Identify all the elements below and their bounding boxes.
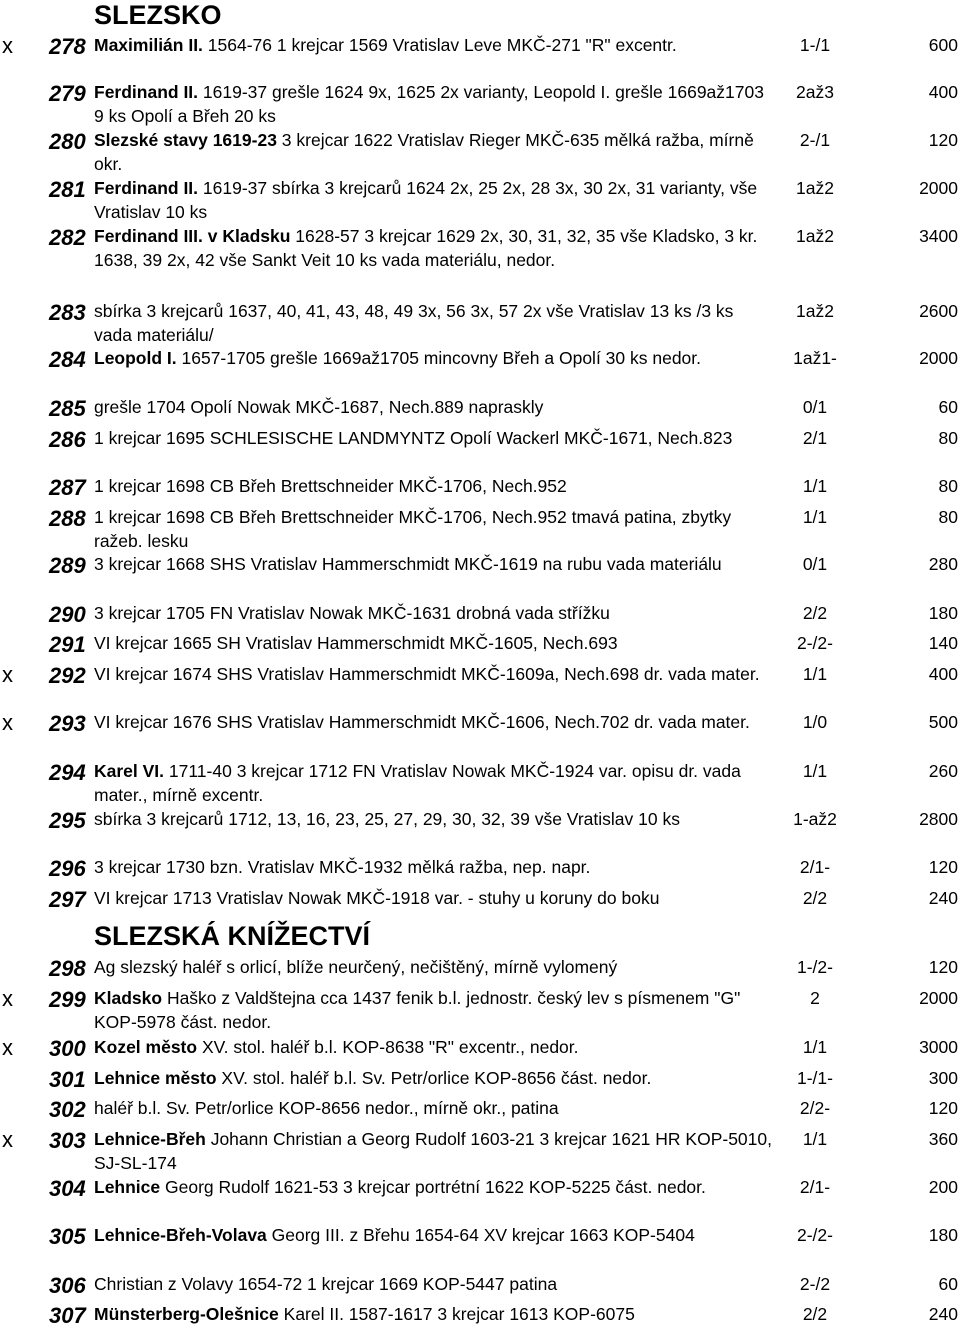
lot-number: 282 [49,225,86,250]
lot-ruler: Lehnice [94,1177,161,1197]
lot-grade: 0/1 [802,397,828,417]
lot-text: XV. stol. haléř b.l. Sv. Petr/orlice KOP-8656 část. nedor. [216,1068,652,1088]
lot-text: 1564-76 1 krejcar 1569 Vratislav Leve MKČ-271 "R" excentr. [202,35,677,55]
lot-text: XV. stol. haléř b.l. KOP-8638 "R" excentr., nedor. [197,1037,579,1057]
lot-ruler: Ferdinand III. v Kladsku [94,226,291,246]
lot-number: 298 [49,956,86,981]
lot-text: VI krejcar 1674 SHS Vratislav Hammerschmidt MKČ-1609a, Nech.698 dr. vada mater. [94,664,760,684]
lot-grade: 2až3 [796,82,834,102]
lot-grade: 1-/1 [799,35,831,55]
lot-text: 1619-37 grešle 1624 9x, 1625 2x varianty, Leopold I. grešle 1669až1703 9 ks Opolí a Břeh 20 ks [94,82,764,126]
lot-description [94,34,774,58]
lot-description [94,856,774,880]
lot-text: Georg Rudolf 1621-53 3 krejcar portrétní 1622 KOP-5225 část. nedor. [160,1177,706,1197]
lot-description [94,808,774,832]
lot-price: 400 [928,82,958,102]
lot-description [94,475,774,499]
lot-grade: 1/0 [802,712,828,732]
lot-grade: 2/2 [802,1304,828,1324]
lot-price: 2000 [919,178,958,198]
lot-grade: 1/1 [802,664,828,684]
lot-grade: 1až2 [796,301,834,321]
lot-description [94,760,774,807]
lot-number: 301 [49,1067,86,1092]
lot-number: 299 [49,987,86,1012]
lot-description [94,1128,774,1175]
lot-ruler: Münsterberg-Olešnice [94,1304,279,1324]
lot-number: 281 [49,177,86,202]
lot-description [94,663,774,687]
lot-ruler: Lehnice-Břeh-Volava [94,1225,267,1245]
lot-number: 291 [49,632,86,657]
lot-price: 120 [928,1098,958,1118]
lot-number: 278 [49,34,86,59]
lot-grade: 1/1 [802,476,828,496]
lot-grade: 1/1 [802,1037,828,1057]
lot-description [94,956,774,980]
lot-description [94,81,774,128]
lot-description [94,300,774,347]
lot-mark: x [2,1127,13,1152]
lot-grade: 1až2 [796,178,834,198]
lot-description [94,632,774,656]
lot-number: 279 [49,81,86,106]
lot-ruler: Karel VI. [94,761,165,781]
lot-price: 180 [928,1225,958,1245]
lot-description [94,177,774,224]
lot-number: 284 [49,347,86,372]
lot-price: 180 [928,603,958,623]
lot-text: 1 krejcar 1695 SCHLESISCHE LANDMYNTZ Opolí Wackerl MKČ-1671, Nech.823 [94,428,733,448]
lot-grade: 1/1 [802,1129,828,1149]
lot-price: 3400 [919,226,958,246]
lot-ruler: Lehnice-Břeh [94,1129,206,1149]
lot-grade: 2/1- [799,857,831,877]
lot-description [94,1303,774,1327]
lot-text: VI krejcar 1665 SH Vratislav Hammerschmidt MKČ-1605, Nech.693 [94,633,618,653]
lot-ruler: Maximilián II. [94,35,203,55]
lot-mark: x [2,986,13,1011]
lot-ruler: Ferdinand II. [94,178,199,198]
lot-number: 292 [49,663,86,688]
section-heading-slezsko: SLEZSKO [94,0,222,30]
lot-description [94,711,774,735]
lot-number: 305 [49,1224,86,1249]
lot-price: 2600 [919,301,958,321]
lot-text: grešle 1704 Opolí Nowak MKČ-1687, Nech.889 napraskly [94,397,544,417]
lot-text: 1 krejcar 1698 CB Břeh Brettschneider MKČ-1706, Nech.952 [94,476,567,496]
lot-description [94,1067,774,1091]
lot-grade: 2-/2- [797,1225,833,1245]
lot-text: Johann Christian a Georg Rudolf 1603-21 3 krejcar 1621 HR KOP-5010, SJ-SL-174 [94,1129,772,1173]
lot-text: Ag slezský haléř s orlicí, blíže neurčený, nečištěný, mírně vylomený [94,957,618,977]
lot-description [94,1097,774,1121]
lot-price: 2000 [919,348,958,368]
lot-description [94,129,774,176]
lot-number: 302 [49,1097,86,1122]
lot-grade: 1až2 [796,226,834,246]
lot-grade: 1-/1- [797,1068,833,1088]
lot-description [94,427,774,451]
lot-price: 60 [938,397,958,417]
lot-text: 1711-40 3 krejcar 1712 FN Vratislav Nowak MKČ-1924 var. opisu dr. vada mater., mírně excentr. [94,761,741,805]
lot-description [94,1176,774,1200]
lot-description [94,506,774,553]
lot-text: 3 krejcar 1730 bzn. Vratislav MKČ-1932 mělká ražba, nep. napr. [94,857,591,877]
lot-number: 296 [49,856,86,881]
lot-mark: x [2,662,13,687]
lot-price: 280 [928,554,958,574]
lot-text: sbírka 3 krejcarů 1712, 13, 16, 23, 25, 27, 29, 30, 32, 39 vše Vratislav 10 ks [94,809,680,829]
lot-number: 283 [49,300,86,325]
lot-number: 304 [49,1176,86,1201]
lot-number: 285 [49,396,86,421]
lot-price: 240 [928,1304,958,1324]
lot-grade: 0/1 [802,554,828,574]
lot-number: 293 [49,711,86,736]
lot-price: 240 [928,888,958,908]
lot-grade: 2/1 [802,428,828,448]
lot-price: 80 [938,476,958,496]
lot-grade: 2 [810,988,820,1008]
lot-price: 60 [938,1274,958,1294]
lot-text: VI krejcar 1713 Vratislav Nowak MKČ-1918 var. - stuhy u koruny do boku [94,888,660,908]
lot-text: haléř b.l. Sv. Petr/orlice KOP-8656 nedor., mírně okr., patina [94,1098,559,1118]
lot-text: 1619-37 sbírka 3 krejcarů 1624 2x, 25 2x, 28 3x, 30 2x, 31 varianty, vše Vratislav 10 ks [94,178,758,222]
lot-number: 295 [49,808,86,833]
lot-price: 120 [928,857,958,877]
lot-number: 307 [49,1303,86,1328]
lot-grade: 2/2 [802,603,828,623]
lot-text: Karel II. 1587-1617 3 krejcar 1613 KOP-6075 [278,1304,635,1324]
lot-mark: x [2,710,13,735]
lot-price: 120 [928,957,958,977]
lot-ruler: Lehnice město [94,1068,217,1088]
lot-description [94,987,774,1034]
lot-grade: 2-/2 [799,1274,831,1294]
lot-grade: 2/2- [799,1098,831,1118]
lot-price: 400 [928,664,958,684]
lot-description [94,1273,774,1297]
lot-ruler: Slezské stavy 1619-23 [94,130,277,150]
lot-price: 80 [938,428,958,448]
section-heading-slezska-knizectvi: SLEZSKÁ KNÍŽECTVÍ [94,921,371,951]
lot-grade: 2-/1 [799,130,831,150]
lot-mark: x [2,33,13,58]
lot-price: 140 [928,633,958,653]
lot-number: 287 [49,475,86,500]
lot-grade: 2/2 [802,888,828,908]
lot-ruler: Kladsko [94,988,163,1008]
lot-price: 120 [928,130,958,150]
lot-ruler: Kozel město [94,1037,198,1057]
lot-price: 600 [928,35,958,55]
lot-number: 294 [49,760,86,785]
lot-grade: 2/1- [799,1177,831,1197]
lot-text: Georg III. z Břehu 1654-64 XV krejcar 1663 KOP-5404 [266,1225,695,1245]
lot-text: 1628-57 3 krejcar 1629 2x, 30, 31, 32, 35 vše Kladsko, 3 kr. 1638, 39 2x, 42 vše Sankt Veit 10 ks vada materiálu, nedor. [94,226,758,270]
lot-description [94,553,774,577]
lot-price: 200 [928,1177,958,1197]
lot-description [94,1036,774,1060]
lot-ruler: Ferdinand II. [94,82,199,102]
lot-price: 2000 [919,988,958,1008]
lot-number: 288 [49,506,86,531]
lot-number: 303 [49,1128,86,1153]
lot-grade: 1-až2 [793,809,837,829]
lot-text: 3 krejcar 1622 Vratislav Rieger MKČ-635 mělká ražba, mírně okr. [94,130,754,174]
lot-mark: x [2,1035,13,1060]
lot-grade: 1/1 [802,507,828,527]
lot-grade: 1-/2- [797,957,833,977]
lot-number: 289 [49,553,86,578]
lot-description [94,396,774,420]
lot-text: sbírka 3 krejcarů 1637, 40, 41, 43, 48, 49 3x, 56 3x, 57 2x vše Vratislav 13 ks /3 ks vada materiálu/ [94,301,734,345]
lot-description [94,1224,774,1248]
lot-number: 306 [49,1273,86,1298]
lot-description [94,347,774,371]
lot-number: 280 [49,129,86,154]
lot-text: 1 krejcar 1698 CB Břeh Brettschneider MKČ-1706, Nech.952 tmavá patina, zbytky ražeb. lesku [94,507,732,551]
lot-price: 3000 [919,1037,958,1057]
lot-price: 500 [928,712,958,732]
lot-number: 300 [49,1036,86,1061]
lot-number: 290 [49,602,86,627]
lot-grade: 1/1 [802,761,828,781]
lot-number: 297 [49,887,86,912]
lot-text: 1657-1705 grešle 1669až1705 mincovny Břeh a Opolí 30 ks nedor. [176,348,702,368]
lot-grade: 2-/2- [797,633,833,653]
lot-text: Christian z Volavy 1654-72 1 krejcar 1669 KOP-5447 patina [94,1274,558,1294]
lot-price: 300 [928,1068,958,1088]
lot-description [94,887,774,911]
lot-grade: 1až1- [793,348,837,368]
lot-text: 3 krejcar 1705 FN Vratislav Nowak MKČ-1631 drobná vada střížku [94,603,610,623]
lot-text: 3 krejcar 1668 SHS Vratislav Hammerschmidt MKČ-1619 na rubu vada materiálu [94,554,722,574]
lot-price: 2800 [919,809,958,829]
lot-price: 260 [928,761,958,781]
lot-ruler: Leopold I. [94,348,177,368]
lot-description [94,602,774,626]
lot-text: VI krejcar 1676 SHS Vratislav Hammerschmidt MKČ-1606, Nech.702 dr. vada mater. [94,712,750,732]
lot-text: Haško z Valdštejna cca 1437 fenik b.l. jednostr. český lev s písmenem "G" KOP-5978 část. nedor. [94,988,741,1032]
lot-price: 360 [928,1129,958,1149]
lot-price: 80 [938,507,958,527]
lot-description [94,225,774,272]
lot-number: 286 [49,427,86,452]
